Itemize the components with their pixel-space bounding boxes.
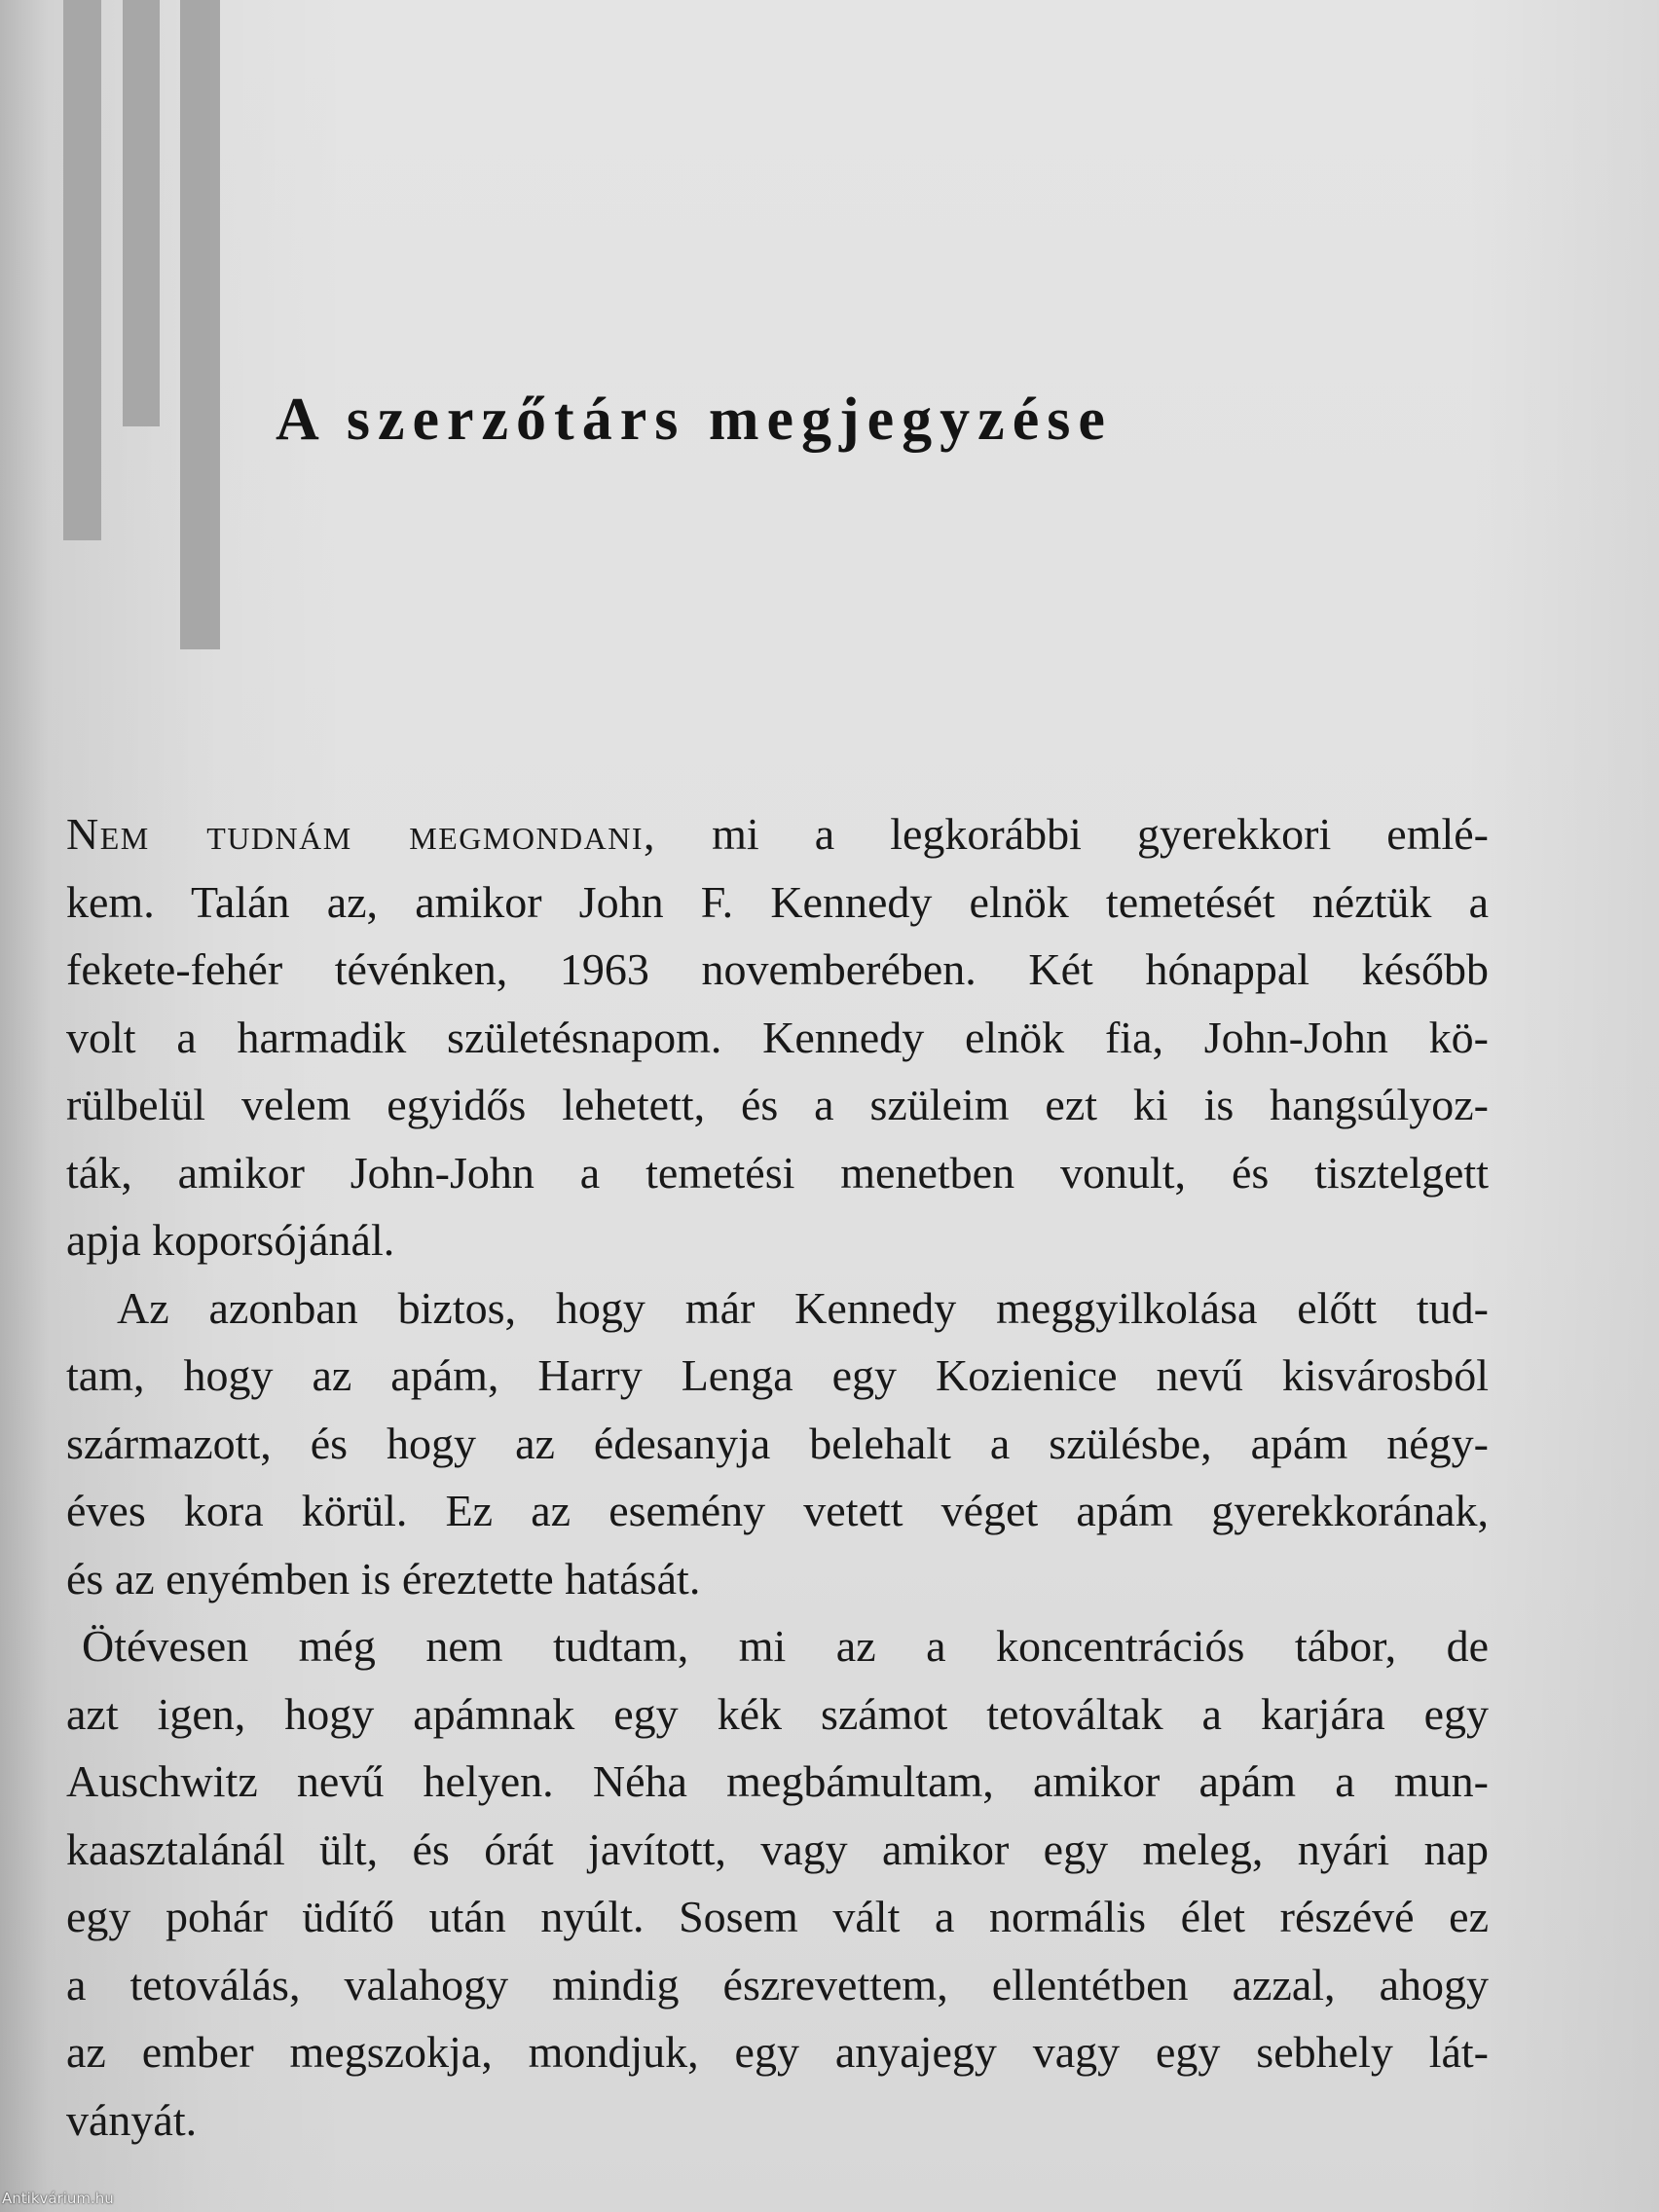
text-line: [66, 800, 1489, 868]
text-line: származott, és hogy az édesanyja belehalt a szülésbe, apám négy-: [66, 1418, 1489, 1468]
chapter-title: A szerzőtárs megjegyzése: [276, 387, 1113, 453]
text-line-rest: mi a legkorábbi gyerekkori emlé-: [712, 809, 1489, 859]
text-line: ványát.: [66, 2094, 198, 2145]
watermark: Antikvárium.hu: [2, 2190, 114, 2207]
lead-in-small-caps: Nem tudnám megmondani,: [66, 809, 657, 859]
text-line: Auschwitz nevű helyen. Néha megbámultam, amikor apám a mun-: [66, 1756, 1489, 1806]
text-line: Az azonban biztos, hogy már Kennedy meggyilkolása előtt tud-: [117, 1282, 1489, 1333]
text-line: rülbelül velem egyidős lehetett, és a szüleim ezt ki is hangsúlyoz-: [66, 1080, 1489, 1129]
text-line: azt igen, hogy apámnak egy kék számot tetováltak a karjára egy: [66, 1688, 1489, 1739]
text-line: éves kora körül. Ez az esemény vetett véget apám gyerekkorának,: [66, 1486, 1489, 1535]
text-line: Ötévesen még nem tudtam, mi az a koncentrációs tábor, de: [82, 1621, 1489, 1671]
text-line: az ember megszokja, mondjuk, egy anyajegy vagy egy sebhely lát-: [66, 2027, 1489, 2077]
decorative-bar-left: [63, 0, 101, 540]
text-line: és az enyémben is éreztette hatását.: [66, 1553, 701, 1604]
text-line: tam, hogy az apám, Harry Lenga egy Kozienice nevű kisvárosból: [66, 1350, 1489, 1400]
paragraph-2: [66, 1274, 1489, 1613]
text-line: ták, amikor John-John a temetési menetben vonult, és tisztelgett: [66, 1147, 1489, 1198]
text-line: kem. Talán az, amikor John F. Kennedy elnök temetését néztük a: [66, 876, 1489, 927]
text-line: volt a harmadik születésnapom. Kennedy elnök fia, John-John kö-: [66, 1012, 1489, 1062]
text-line: apja koporsójánál.: [66, 1215, 395, 1265]
paragraph-1: [66, 800, 1489, 1274]
body-text: [66, 800, 1489, 2154]
paragraph-3: [66, 1612, 1489, 2154]
text-line: egy pohár üdítő után nyúlt. Sosem vált a normális élet részévé ez: [66, 1892, 1489, 1941]
text-line: a tetoválás, valahogy mindig észrevettem, ellentétben azzal, ahogy: [66, 1959, 1489, 2009]
text-line: kaasztalánál ült, és órát javított, vagy amikor egy meleg, nyári nap: [66, 1824, 1489, 1874]
text-line: fekete-fehér tévénken, 1963 novemberében. Két hónappal később: [66, 944, 1489, 994]
decorative-bar-right: [180, 0, 220, 649]
decorative-bar-middle: [123, 0, 160, 426]
